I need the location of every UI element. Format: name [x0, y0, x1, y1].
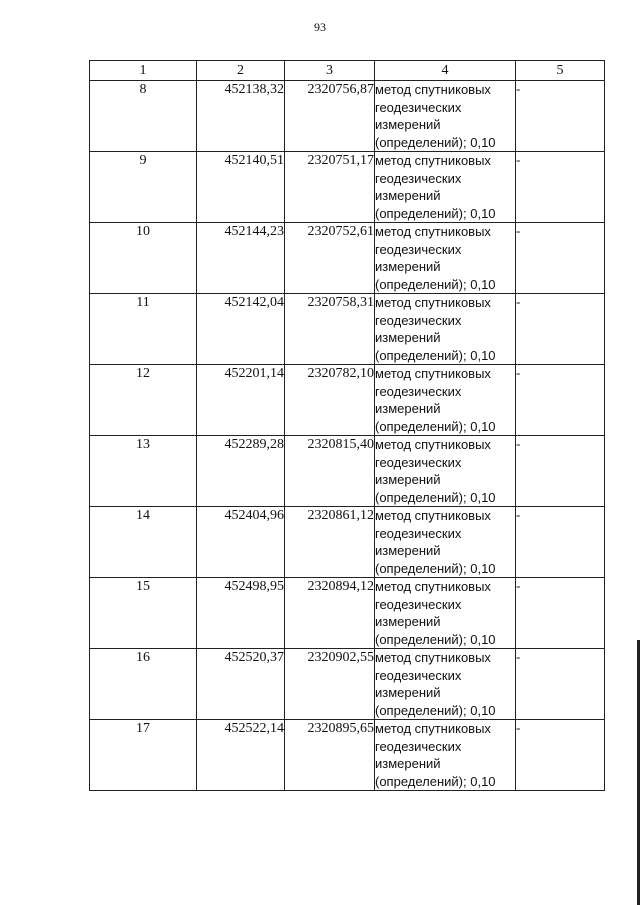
method-line: измерений	[375, 259, 441, 274]
method-line: измерений	[375, 330, 441, 345]
description-cell: -	[516, 223, 605, 294]
table-row	[90, 578, 605, 649]
y-coordinate-cell: 2320782,10	[285, 365, 375, 436]
y-coordinate-cell: 2320902,55	[285, 649, 375, 720]
table-row	[90, 81, 605, 152]
point-number-cell: 15	[90, 578, 197, 649]
method-line: измерений	[375, 117, 441, 132]
table-header	[90, 61, 605, 81]
method-line: метод спутниковых	[375, 295, 491, 310]
method-line: геодезических	[375, 596, 462, 612]
page-number: 93	[314, 20, 326, 34]
x-coordinate-cell: 452201,14	[197, 365, 285, 436]
y-coordinate-cell: 2320756,87	[285, 81, 375, 152]
method-line: (определений); 0,10	[375, 347, 496, 363]
table-row	[90, 649, 605, 720]
point-number-cell: 12	[90, 365, 197, 436]
point-number-cell: 13	[90, 436, 197, 507]
y-coordinate-cell: 2320861,12	[285, 507, 375, 578]
method-cell	[375, 649, 516, 720]
method-cell	[375, 365, 516, 436]
method-line: измерений	[375, 685, 441, 700]
method-line: (определений); 0,10	[375, 489, 496, 505]
method-line: геодезических	[375, 383, 462, 399]
method-cell	[375, 152, 516, 223]
method-line: геодезических	[375, 525, 462, 541]
table-row	[90, 436, 605, 507]
method-cell	[375, 436, 516, 507]
method-cell	[375, 507, 516, 578]
x-coordinate-cell: 452140,51	[197, 152, 285, 223]
method-line: (определений); 0,10	[375, 702, 496, 718]
method-line: геодезических	[375, 738, 462, 754]
description-cell: -	[516, 507, 605, 578]
table-row	[90, 365, 605, 436]
method-line: измерений	[375, 188, 441, 203]
point-number-cell: 11	[90, 294, 197, 365]
method-line: геодезических	[375, 170, 462, 186]
method-line: (определений); 0,10	[375, 631, 496, 647]
table-row	[90, 223, 605, 294]
header-col-3: 3	[285, 61, 375, 81]
y-coordinate-cell: 2320752,61	[285, 223, 375, 294]
point-number-cell: 16	[90, 649, 197, 720]
x-coordinate-cell: 452404,96	[197, 507, 285, 578]
header-col-4: 4	[375, 61, 516, 81]
method-cell	[375, 720, 516, 791]
description-cell: -	[516, 649, 605, 720]
method-line: метод спутниковых	[375, 579, 491, 594]
point-number-cell: 14	[90, 507, 197, 578]
method-line: метод спутниковых	[375, 153, 491, 168]
method-line: метод спутниковых	[375, 508, 491, 523]
x-coordinate-cell: 452142,04	[197, 294, 285, 365]
method-line: метод спутниковых	[375, 721, 491, 736]
method-line: (определений); 0,10	[375, 205, 496, 221]
table-row	[90, 294, 605, 365]
method-cell	[375, 223, 516, 294]
description-cell: -	[516, 365, 605, 436]
header-col-5: 5	[516, 61, 605, 81]
description-cell: -	[516, 152, 605, 223]
method-line: метод спутниковых	[375, 366, 491, 381]
description-cell: -	[516, 720, 605, 791]
description-cell: -	[516, 578, 605, 649]
method-line: геодезических	[375, 241, 462, 257]
method-cell	[375, 81, 516, 152]
description-cell: -	[516, 436, 605, 507]
method-cell	[375, 294, 516, 365]
description-cell: -	[516, 294, 605, 365]
method-line: измерений	[375, 756, 441, 771]
point-number-cell: 8	[90, 81, 197, 152]
method-cell	[375, 578, 516, 649]
x-coordinate-cell: 452522,14	[197, 720, 285, 791]
method-line: измерений	[375, 543, 441, 558]
y-coordinate-cell: 2320815,40	[285, 436, 375, 507]
point-number-cell: 17	[90, 720, 197, 791]
method-line: геодезических	[375, 99, 462, 115]
method-line: геодезических	[375, 667, 462, 683]
header-row	[90, 61, 605, 81]
method-line: (определений); 0,10	[375, 276, 496, 292]
header-col-2: 2	[197, 61, 285, 81]
coordinates-table	[89, 60, 605, 791]
y-coordinate-cell: 2320895,65	[285, 720, 375, 791]
method-line: измерений	[375, 614, 441, 629]
table-body	[90, 81, 605, 791]
method-line: измерений	[375, 401, 441, 416]
x-coordinate-cell: 452289,28	[197, 436, 285, 507]
method-line: (определений); 0,10	[375, 773, 496, 789]
table-row	[90, 507, 605, 578]
method-line: (определений); 0,10	[375, 560, 496, 576]
table-row	[90, 720, 605, 791]
y-coordinate-cell: 2320894,12	[285, 578, 375, 649]
method-line: метод спутниковых	[375, 437, 491, 452]
description-cell: -	[516, 81, 605, 152]
method-line: метод спутниковых	[375, 224, 491, 239]
header-col-1: 1	[90, 61, 197, 81]
x-coordinate-cell: 452498,95	[197, 578, 285, 649]
method-line: метод спутниковых	[375, 82, 491, 97]
point-number-cell: 9	[90, 152, 197, 223]
x-coordinate-cell: 452520,37	[197, 649, 285, 720]
method-line: геодезических	[375, 312, 462, 328]
x-coordinate-cell: 452144,23	[197, 223, 285, 294]
method-line: измерений	[375, 472, 441, 487]
y-coordinate-cell: 2320751,17	[285, 152, 375, 223]
point-number-cell: 10	[90, 223, 197, 294]
x-coordinate-cell: 452138,32	[197, 81, 285, 152]
method-line: метод спутниковых	[375, 650, 491, 665]
method-line: геодезических	[375, 454, 462, 470]
y-coordinate-cell: 2320758,31	[285, 294, 375, 365]
method-line: (определений); 0,10	[375, 418, 496, 434]
method-line: (определений); 0,10	[375, 134, 496, 150]
table-row	[90, 152, 605, 223]
